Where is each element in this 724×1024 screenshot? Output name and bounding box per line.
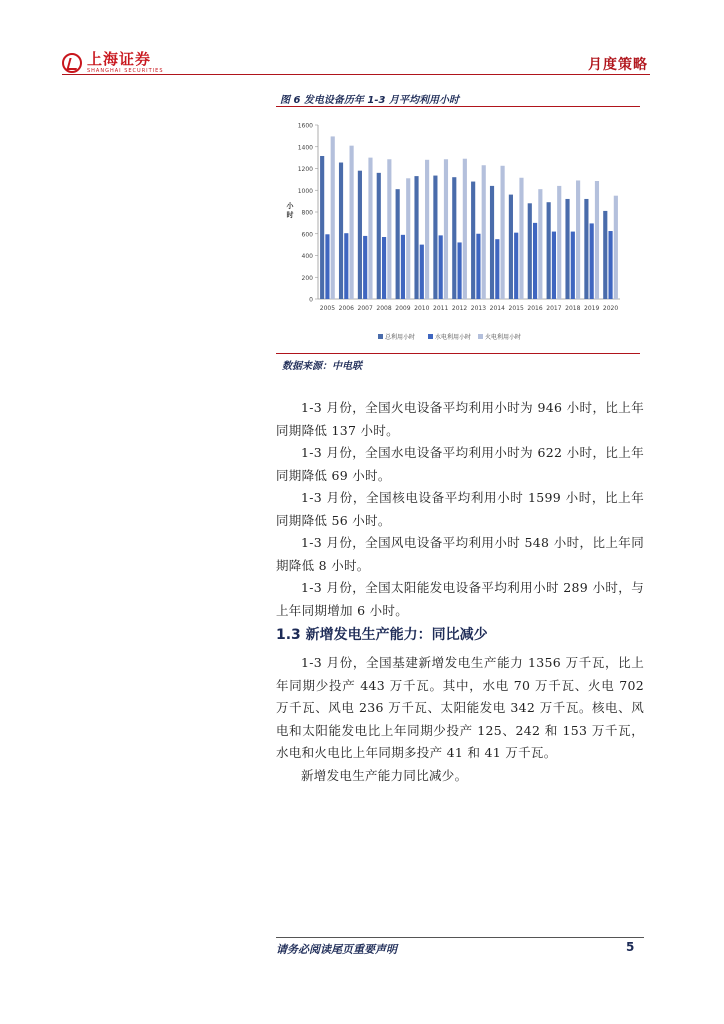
figure-caption: 图 6 发电设备历年 1-3 月平均利用小时 [280, 95, 459, 106]
paragraph-new-capacity: 1-3 月份，全国基建新增发电生产能力 1356 万千瓦，比上年同期少投产 443 万千瓦。其中，水电 70 万千瓦、火电 702 万千瓦、风电 236 万千瓦、太阳能发电 342 万千瓦。核电、风电和太阳能发电比上年同期少投产 125、242 和 153 万千瓦，水电和火电比上年同期多投产 41 和 41 万千瓦。 [276, 655, 644, 760]
bar-2-2007 [368, 158, 372, 299]
y-tick-label: 1000 [297, 187, 313, 195]
utilization-hours-chart [282, 113, 640, 345]
y-tick-label: 1200 [297, 166, 313, 173]
y-tick-label: 600 [301, 231, 313, 239]
paragraph-summary: 新增发电生产能力同比减少。 [301, 767, 468, 783]
paragraph-solar: 1-3 月份，全国太阳能发电设备平均利用小时 289 小时，与上年同期增加 6 小时。 [276, 580, 644, 618]
legend-swatch [478, 334, 483, 339]
bar-1-2012 [457, 242, 461, 299]
x-tick-label: 2011 [433, 305, 449, 312]
logo-english-name: SHANGHAI SECURITIES [87, 68, 164, 74]
report-type-title: 月度策略 [588, 57, 648, 73]
bar-0-2007 [358, 171, 362, 299]
bar-2-2014 [501, 166, 505, 299]
y-tick-label: 400 [301, 253, 313, 260]
logo-chinese-name: 上海证券 [87, 50, 152, 68]
bar-1-2008 [382, 237, 386, 299]
disclaimer-notice: 请务必阅读尾页重要声明 [276, 943, 397, 956]
x-tick-label: 2012 [451, 305, 468, 312]
section-heading: 1.3 新增发电生产能力：同比减少 [276, 627, 488, 643]
bar-0-2018 [565, 199, 569, 299]
paragraph-thermal: 1-3 月份，全国火电设备平均利用小时为 946 小时，比上年同期降低 137 小时。 [276, 400, 644, 438]
figure-bottom-rule [276, 353, 640, 354]
bar-0-2006 [339, 163, 343, 299]
x-tick-label: 2017 [546, 305, 562, 312]
paragraph-hydro: 1-3 月份，全国水电设备平均利用小时为 622 小时，比上年同期降低 69 小时。 [276, 445, 644, 483]
x-tick-label: 2006 [338, 305, 354, 312]
bar-0-2017 [547, 202, 551, 299]
bar-0-2012 [452, 177, 456, 299]
bar-2-2009 [406, 178, 410, 299]
legend-swatch [378, 334, 383, 339]
bar-2-2013 [482, 165, 486, 299]
x-tick-label: 2019 [584, 305, 600, 312]
bar-1-2016 [533, 223, 537, 299]
logo-emblem-icon [62, 53, 82, 73]
bar-2-2016 [538, 189, 542, 299]
paragraph-nuclear: 1-3 月份，全国核电设备平均利用小时 1599 小时，比上年同期降低 56 小时。 [276, 490, 644, 528]
y-axis-label: 时 [286, 211, 294, 219]
y-tick-label: 800 [301, 209, 313, 217]
bar-0-2009 [396, 189, 400, 299]
x-tick-label: 2008 [376, 305, 392, 312]
y-tick-label: 1600 [297, 122, 313, 130]
bar-2-2020 [614, 196, 618, 299]
page-number: 5 [626, 940, 635, 954]
x-tick-label: 2018 [565, 305, 581, 312]
bar-1-2010 [420, 245, 424, 299]
legend-label: 火电利用小时 [485, 334, 522, 341]
page-header [62, 48, 650, 76]
bar-1-2011 [439, 235, 443, 299]
x-tick-label: 2015 [508, 305, 524, 312]
bar-2-2011 [444, 159, 448, 299]
bar-1-2007 [363, 236, 367, 299]
legend-label: 水电利用小时 [435, 334, 472, 341]
bar-1-2019 [590, 223, 594, 299]
bar-1-2009 [401, 235, 405, 299]
bar-1-2020 [608, 231, 612, 299]
bar-1-2018 [571, 232, 575, 299]
bar-2-2008 [387, 159, 391, 299]
bar-1-2015 [514, 233, 518, 299]
bar-0-2013 [471, 182, 475, 299]
y-axis-label: 小 [286, 202, 294, 210]
figure-top-rule [276, 106, 640, 107]
bar-1-2005 [325, 234, 329, 299]
bar-0-2016 [528, 203, 532, 299]
bar-0-2019 [584, 199, 588, 299]
y-tick-label: 1400 [297, 144, 313, 152]
legend-label: 总利用小时 [385, 334, 416, 341]
bar-2-2018 [576, 180, 580, 299]
figure-source: 数据来源：中电联 [282, 361, 362, 372]
y-tick-label: 200 [301, 274, 313, 282]
paragraph-wind: 1-3 月份，全国风电设备平均利用小时 548 小时，比上年同期降低 8 小时。 [276, 535, 644, 573]
bar-2-2010 [425, 160, 429, 299]
bar-1-2006 [344, 233, 348, 299]
bar-0-2010 [414, 176, 418, 299]
x-tick-label: 2020 [602, 305, 619, 312]
y-tick-label: 0 [309, 296, 313, 304]
bar-0-2011 [433, 176, 437, 299]
bar-2-2015 [519, 178, 523, 299]
header-divider [62, 74, 650, 75]
company-logo [62, 52, 164, 74]
bar-0-2015 [509, 195, 513, 299]
footer-divider [276, 937, 644, 938]
bar-1-2013 [476, 234, 480, 299]
chart-svg [282, 113, 640, 345]
bar-1-2017 [552, 232, 556, 299]
x-tick-label: 2007 [357, 305, 373, 312]
bar-2-2006 [350, 146, 354, 299]
x-tick-label: 2005 [319, 305, 336, 312]
x-tick-label: 2013 [470, 305, 487, 312]
bar-0-2020 [603, 211, 607, 299]
bar-1-2014 [495, 239, 499, 299]
bar-0-2005 [320, 156, 324, 299]
bar-0-2008 [377, 173, 381, 299]
x-tick-label: 2009 [395, 305, 411, 312]
x-tick-label: 2016 [527, 305, 543, 312]
x-tick-label: 2010 [414, 305, 430, 312]
bar-0-2014 [490, 186, 494, 299]
bar-2-2019 [595, 181, 599, 299]
legend-swatch [428, 334, 433, 339]
bar-2-2017 [557, 186, 561, 299]
bar-2-2012 [463, 159, 467, 299]
bar-2-2005 [331, 136, 335, 299]
capacity-paragraphs [276, 652, 644, 787]
x-tick-label: 2014 [489, 305, 505, 312]
utilization-paragraphs [276, 397, 644, 622]
